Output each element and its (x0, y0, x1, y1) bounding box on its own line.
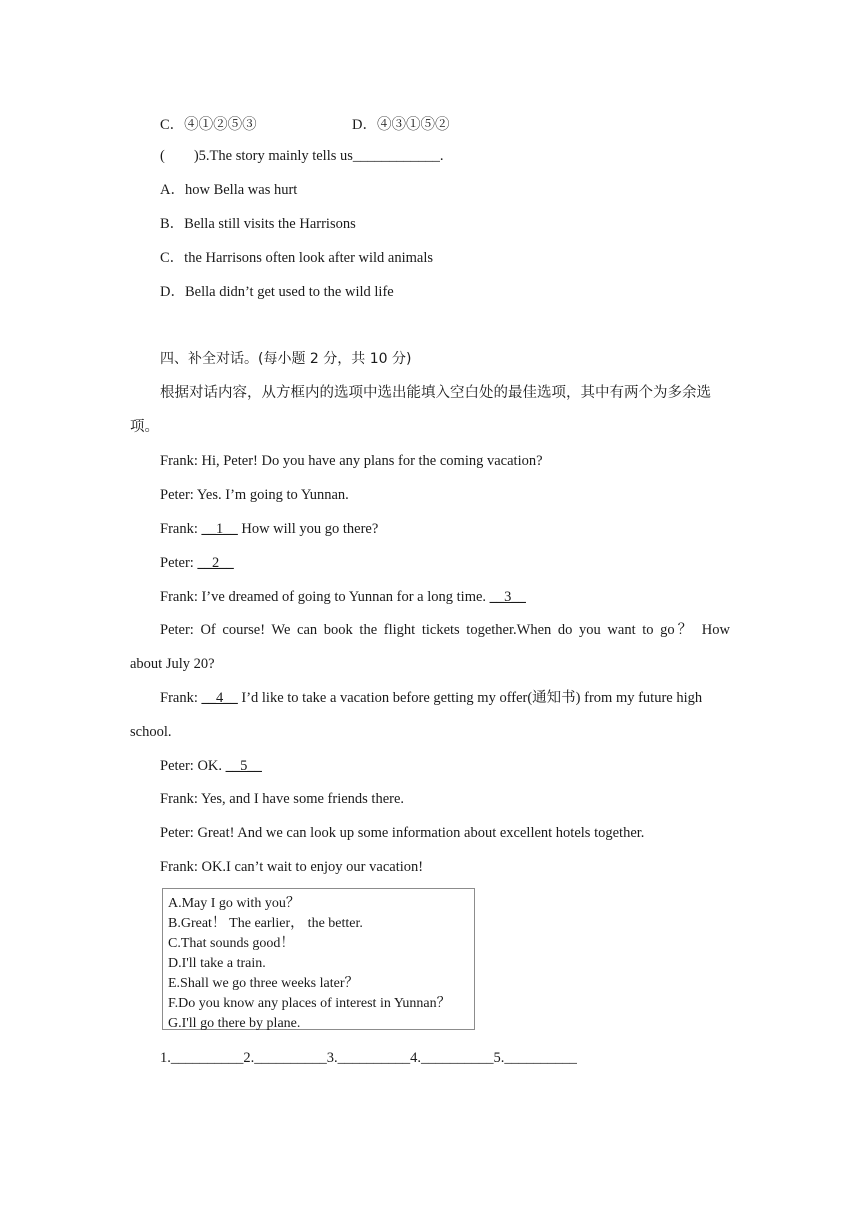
speaker: Frank: (160, 521, 202, 537)
dialogue-line-2: Peter: Yes. I’m going to Yunnan. (160, 487, 349, 503)
dialogue-line-7-cont: school. (130, 724, 172, 740)
choice-e: E.Shall we go three weeks later？ (168, 976, 359, 991)
options-box (162, 888, 475, 1030)
choice-g: G.I'll go there by plane. (168, 1016, 301, 1031)
choice-a: A.May I go with you？ (168, 896, 300, 911)
speaker: Peter: (160, 555, 198, 571)
q5-option-c: C．the Harrisons often look after wild animals (160, 250, 434, 266)
dialogue-line-8 (160, 757, 262, 775)
blank-4: __4__ (201, 690, 238, 706)
dialogue-line-3 (160, 520, 378, 538)
q5-option-a: A．how Bella was hurt (160, 182, 298, 198)
line-text: Frank: I’ve dreamed of going to Yunnan for a long time. (160, 589, 490, 605)
line-text: How will you go there? (237, 521, 379, 537)
answer-line: 1.__________2.__________3.__________4.__________5.__________ (160, 1050, 577, 1066)
dialogue-line-11: Frank: OK.I can’t wait to enjoy our vacation! (160, 859, 424, 875)
dialogue-line-1: Frank: Hi, Peter! Do you have any plans for the coming vacation? (160, 453, 543, 469)
line-text: Peter: OK. (160, 758, 226, 774)
choice-f: F.Do you know any places of interest in Yunnan？ (168, 996, 451, 1011)
q5-stem-prefix: ( )5.The story mainly tells us (160, 148, 353, 164)
option-d: D．④③①⑤② (352, 117, 450, 133)
option-c: C．④①②⑤③ (160, 117, 257, 133)
choice-c: C.That sounds good！ (168, 936, 295, 951)
q5-stem-blank: ____________ (352, 148, 440, 164)
q5-stem-suffix: . (439, 148, 444, 164)
blank-3: __3__ (489, 589, 526, 605)
blank-2: __2__ (197, 555, 234, 571)
speaker: Frank: (160, 690, 202, 706)
section4-instruction-cont: 项。 (130, 419, 159, 435)
dialogue-line-10: Peter: Great! And we can look up some information about excellent hotels together. (160, 825, 645, 841)
line-text: I’d like to take a vacation before getting my offer(通知书) from my future high (237, 690, 703, 706)
dialogue-line-5 (160, 588, 526, 606)
blank-5: __5__ (225, 758, 262, 774)
q5-option-b: B．Bella still visits the Harrisons (160, 216, 356, 232)
dialogue-line-9: Frank: Yes, and I have some friends there. (160, 791, 405, 807)
dialogue-line-6-cont: about July 20? (130, 656, 215, 672)
question5-stem (160, 147, 444, 165)
dialogue-line-6: Peter: Of course! We can book the flight tickets together.When do you want to go？ How (160, 622, 730, 638)
section4-instruction: 根据对话内容，从方框内的选项中选出能填入空白处的最佳选项，其中有两个为多余选 (160, 385, 711, 401)
q5-option-d: D．Bella didn’t get used to the wild life (160, 284, 394, 300)
blank-1: __1__ (201, 521, 238, 537)
choice-b: B.Great！ The earlier， the better. (168, 916, 363, 931)
dialogue-line-7 (160, 689, 702, 707)
section4-heading: 四、补全对话。(每小题 2 分，共 10 分) (160, 351, 412, 367)
choice-d: D.I'll take a train. (168, 956, 266, 971)
dialogue-line-4 (160, 554, 234, 572)
